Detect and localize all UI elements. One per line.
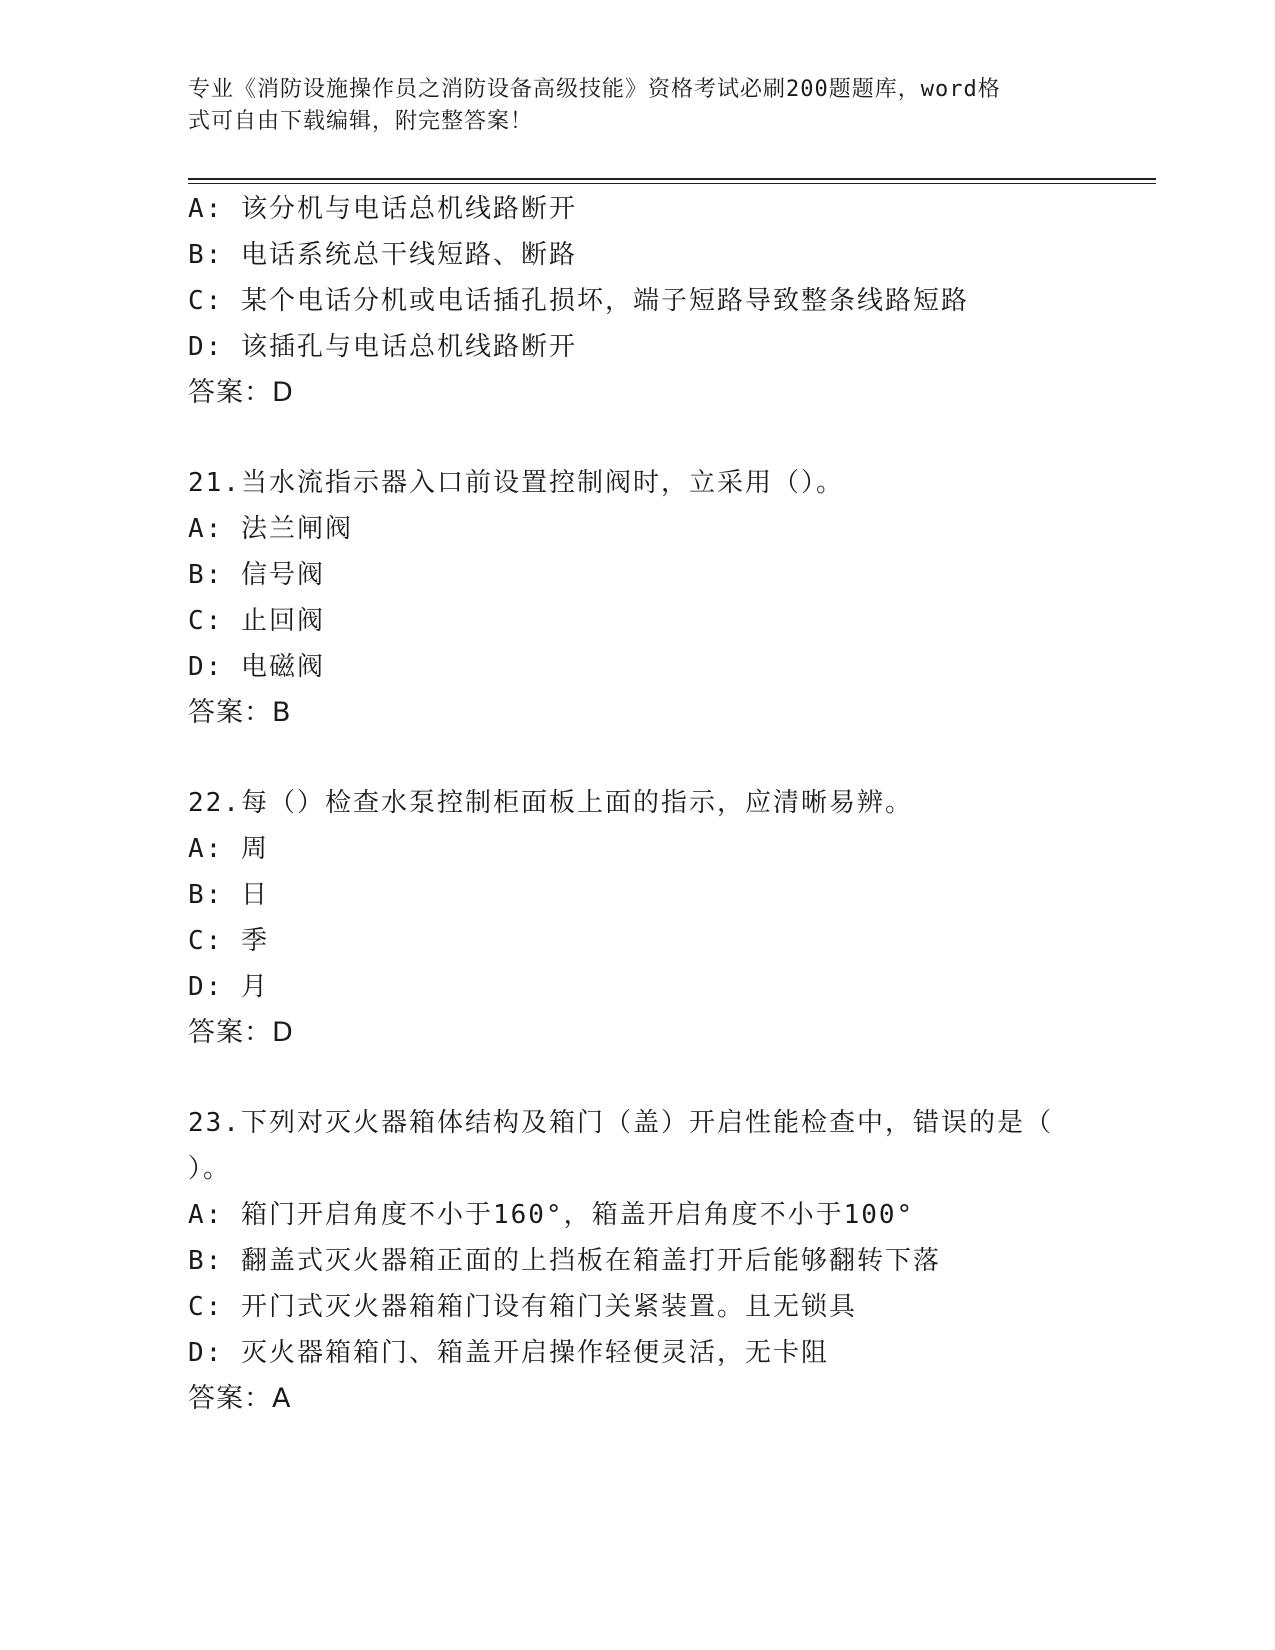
option-c: C: 季 bbox=[188, 926, 269, 956]
header-divider-thin bbox=[188, 183, 1156, 184]
answer-line: 答案：A bbox=[188, 1383, 292, 1414]
header-title-line-1: 专业《消防设施操作员之消防设备高级技能》资格考试必刷200题题库，word格 bbox=[188, 77, 1001, 102]
option-c: C: 开门式灭火器箱箱门设有箱门关紧装置。且无锁具 bbox=[188, 1292, 857, 1322]
spacer bbox=[188, 736, 1088, 780]
option-c: C: 某个电话分机或电话插孔损坏，端子短路导致整条线路短路 bbox=[188, 286, 969, 316]
question-text-line-1: 23.下列对灭火器箱体结构及箱门（盖）开启性能检查中，错误的是（ bbox=[188, 1108, 1053, 1138]
option-b: B: 电话系统总干线短路、断路 bbox=[188, 240, 577, 270]
spacer bbox=[188, 416, 1088, 460]
question-20-continued bbox=[188, 186, 1088, 416]
option-d: D: 月 bbox=[188, 972, 269, 1002]
answer-line: 答案：B bbox=[188, 697, 292, 728]
option-a: A: 箱门开启角度不小于160°，箱盖开启角度不小于100° bbox=[188, 1200, 915, 1230]
question-22 bbox=[188, 780, 1088, 1056]
answer-line: 答案：D bbox=[188, 377, 294, 408]
option-d: D: 电磁阀 bbox=[188, 652, 325, 682]
question-text-line-2: ）。 bbox=[188, 1154, 232, 1184]
question-list bbox=[188, 186, 1088, 1422]
option-a: A: 周 bbox=[188, 834, 269, 864]
option-d: D: 灭火器箱箱门、箱盖开启操作轻便灵活，无卡阻 bbox=[188, 1338, 829, 1368]
question-text: 22.每（）检查水泵控制柜面板上面的指示，应清晰易辨。 bbox=[188, 788, 913, 818]
option-d: D: 该插孔与电话总机线路断开 bbox=[188, 332, 577, 362]
option-a: A: 法兰闸阀 bbox=[188, 514, 353, 544]
option-b: B: 日 bbox=[188, 880, 269, 910]
option-c: C: 止回阀 bbox=[188, 606, 325, 636]
answer-line: 答案：D bbox=[188, 1017, 294, 1048]
option-b: B: 翻盖式灭火器箱正面的上挡板在箱盖打开后能够翻转下落 bbox=[188, 1246, 941, 1276]
option-a: A: 该分机与电话总机线路断开 bbox=[188, 194, 577, 224]
question-text: 21.当水流指示器入口前设置控制阀时，立采用（）。 bbox=[188, 468, 844, 498]
header-divider-thick bbox=[188, 178, 1156, 180]
option-b: B: 信号阀 bbox=[188, 560, 325, 590]
question-21 bbox=[188, 460, 1088, 736]
document-header bbox=[188, 74, 1068, 138]
question-23 bbox=[188, 1100, 1088, 1422]
spacer bbox=[188, 1056, 1088, 1100]
header-title-line-2: 式可自由下载编辑，附完整答案！ bbox=[188, 109, 534, 134]
